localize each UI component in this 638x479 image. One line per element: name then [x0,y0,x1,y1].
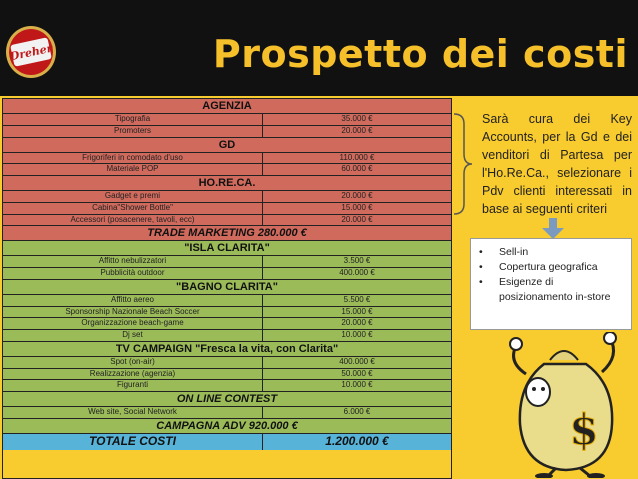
table-row [3,191,451,203]
section-title: "ISLA CLARITA" [184,242,270,255]
cost-value: 110.000 € [339,152,375,162]
criteria-label: Esigenze di [499,276,554,288]
cost-item: Web site, Social Network [3,407,263,418]
section-header-agenzia [3,99,451,114]
table-row [3,295,451,307]
cost-value: 60.000 € [341,164,373,174]
cost-item: Gadget e premi [3,191,263,202]
cost-value: 400.000 € [339,356,375,366]
cost-item: Figuranti [3,380,263,391]
slide-title: Prospetto dei costi [212,32,628,76]
cost-item: Affitto aereo [3,295,263,306]
cost-item: Promoters [3,126,263,137]
criteria-continuation: posizionamento in-store [499,291,611,303]
section-header-tv [3,342,451,357]
list-item [479,245,623,260]
cost-value: 10.000 € [341,380,373,390]
logo-text: Dreher [10,37,52,66]
section-title: GD [218,138,236,151]
brace-icon [452,112,474,216]
cost-value: 15.000 € [341,306,373,316]
dreher-logo [6,26,56,78]
section-header-online [3,392,451,407]
table-row [3,407,451,419]
table-row [3,369,451,381]
grand-total-row [3,434,451,450]
cost-value: 15.000 € [341,202,373,212]
list-item [479,260,623,275]
cost-item: Organizzazione beach-game [3,318,263,329]
table-row [3,357,451,369]
cost-item: Materiale POP [3,164,263,175]
section-title: "BAGNO CLARITA" [176,280,278,293]
cost-item: Sponsorship Nazionale Beach Soccer [3,307,263,318]
bullet-icon: • [479,261,483,273]
cost-value: 35.000 € [341,114,373,123]
money-bag-man-illustration [498,332,636,478]
table-row [3,256,451,268]
cost-item: Pubblicità outdoor [3,268,263,279]
subtotal-label: TRADE MARKETING 280.000 € [147,227,307,240]
cost-value: 3.500 € [343,256,371,266]
table-row [3,153,451,165]
grand-total-value: 1.200.000 € [325,433,389,448]
cost-item: Dj set [3,330,263,341]
cost-item: Affitto nebulizzatori [3,256,263,267]
trade-marketing-total [3,226,451,241]
cost-item: Tipografia [3,114,263,125]
table-row [3,164,451,176]
cost-item: Realizzazione (agenzia) [3,369,263,380]
cost-value: 20.000 € [341,214,373,224]
table-row [3,114,451,126]
cost-value: 400.000 € [339,268,375,277]
table-row [3,380,451,392]
cost-item: Accessori (posacenere, tavoli, ecc) [3,215,263,226]
bullet-icon: • [479,246,483,258]
table-row [3,215,451,227]
cost-value: 6.000 € [343,407,371,416]
cost-value: 50.000 € [341,368,373,378]
table-row [3,126,451,138]
table-row [3,307,451,319]
cost-value: 5.500 € [343,294,371,304]
dollar-sign-icon: $ [569,405,599,454]
section-header-bagno [3,280,451,295]
grand-total-label: TOTALE COSTI [3,434,263,450]
cost-value: 20.000 € [341,191,373,200]
section-title: AGENZIA [202,100,252,112]
cost-item: Cabina"Shower Bottle" [3,203,263,214]
arrow-down-icon [540,218,566,240]
criteria-label: Sell-in [499,246,529,258]
section-header-gd [3,138,451,153]
table-row [3,330,451,342]
table-row [3,318,451,330]
table-row [3,203,451,215]
section-title: HO.RE.CA. [198,177,256,189]
bullet-icon: • [479,276,483,288]
section-header-horeca [3,176,451,191]
section-header-isla [3,241,451,256]
campaign-adv-total [3,419,451,434]
cost-item: Frigoriferi in comodato d'uso [3,153,263,164]
subtotal-label: CAMPAGNA ADV 920.000 € [156,419,298,432]
list-item [479,275,623,290]
criteria-box [470,238,632,330]
cost-value: 20.000 € [341,318,373,328]
key-accounts-note: Sarà cura dei Key Accounts, per la Gd e dei venditori di Partesa per l'Ho.Re.Ca., selezionare i Pdv clienti interessati in base ai seguenti criteri [482,112,632,216]
section-title: TV CAMPAIGN "Fresca la vita, con Clarita" [115,342,339,355]
slide-header [0,0,638,96]
cost-table [2,98,452,479]
section-title: ON LINE CONTEST [176,393,278,405]
cost-item: Spot (on-air) [3,357,263,368]
criteria-label: Copertura geografica [499,261,598,273]
table-row [3,268,451,280]
cost-value: 20.000 € [341,125,373,135]
cost-value: 10.000 € [341,330,373,339]
